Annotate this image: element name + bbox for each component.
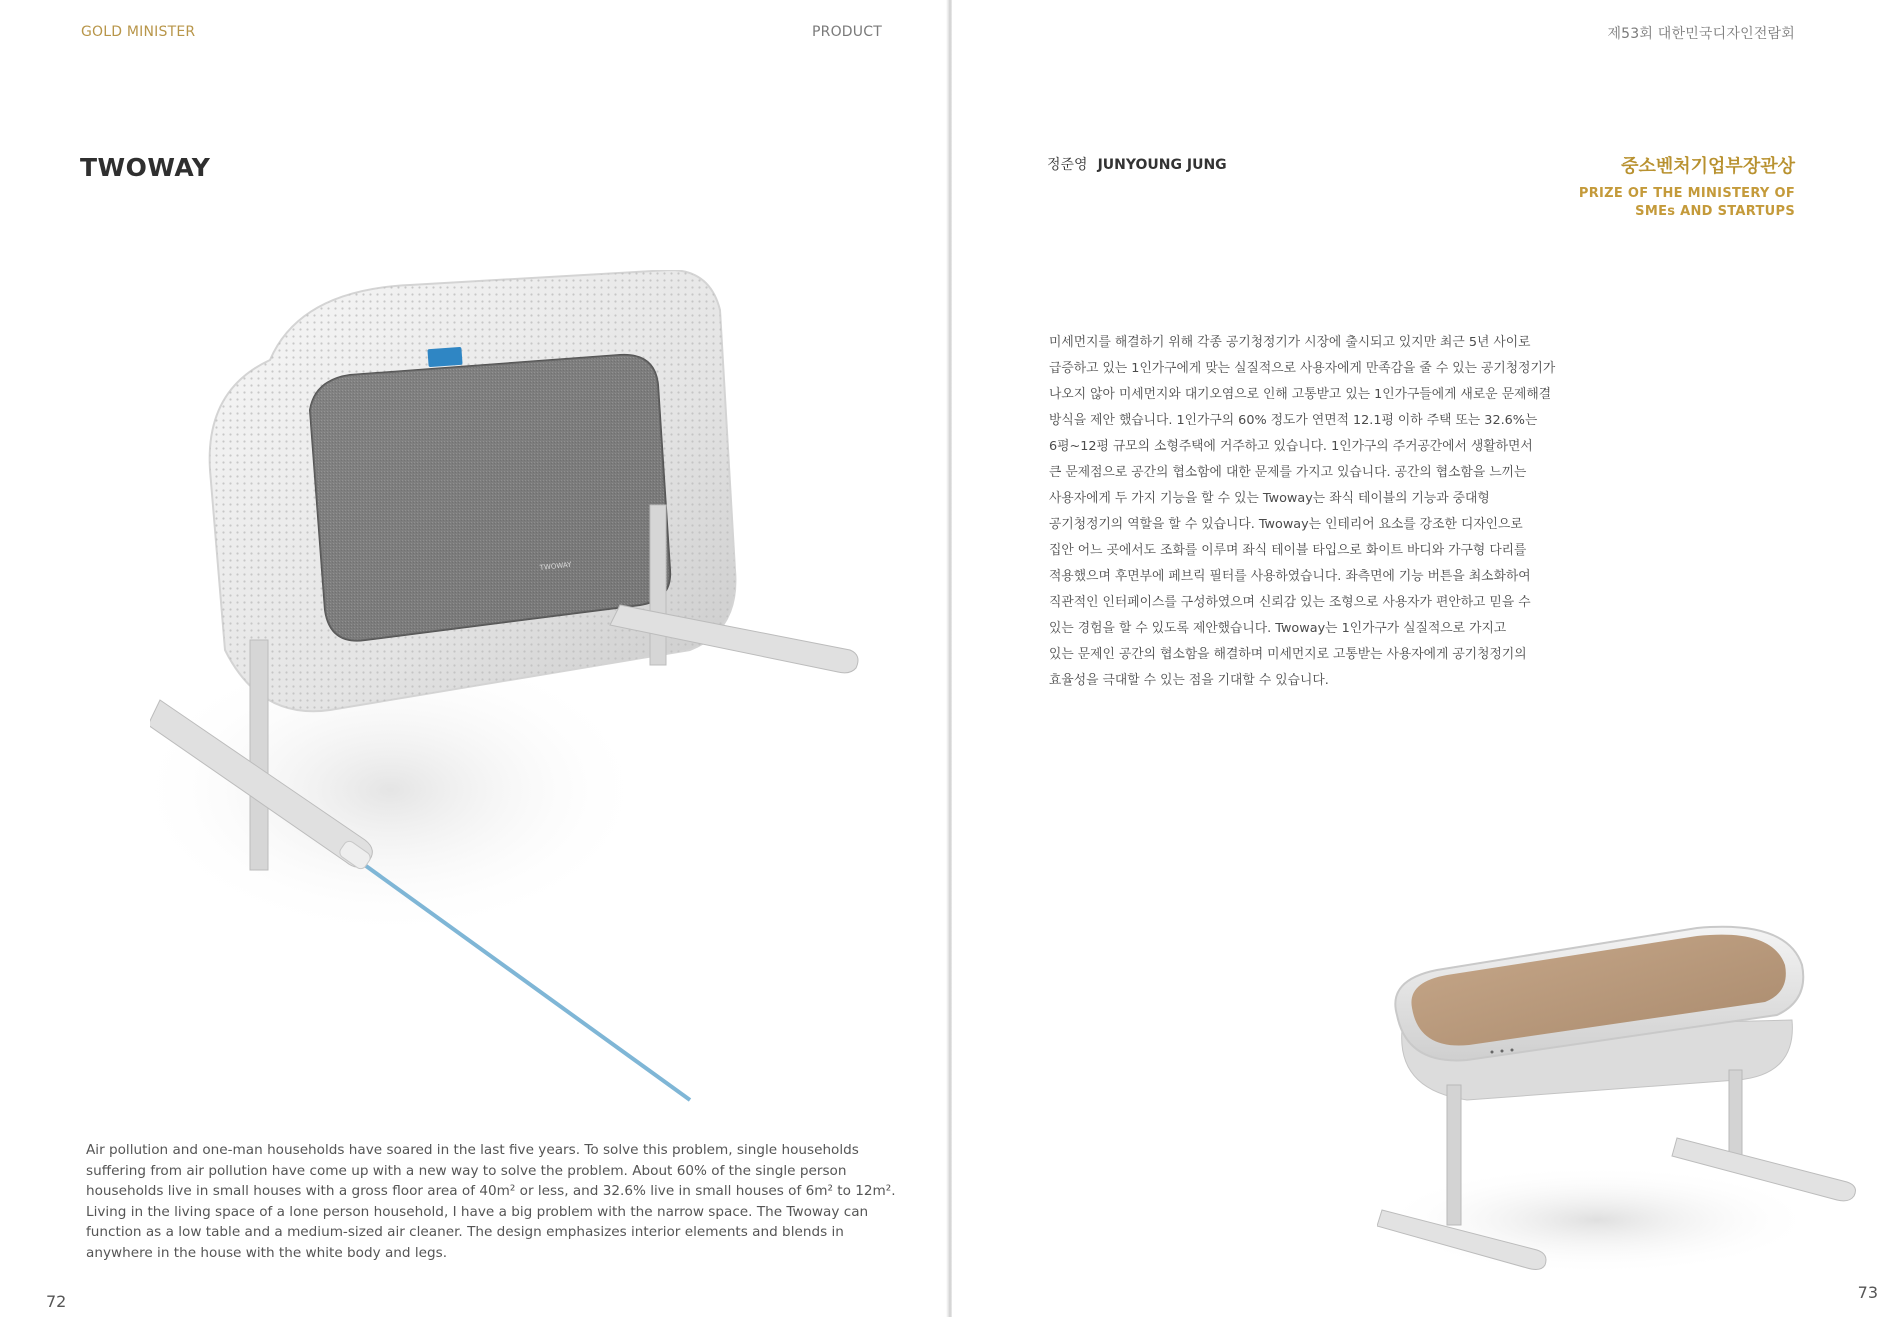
running-header-category: PRODUCT (812, 24, 882, 40)
description-line: 있는 문제인 공간의 협소함을 해결하며 미세먼지로 고통받는 사용자에게 공기청정기의 (1049, 647, 1527, 662)
left-page (0, 0, 948, 1317)
prize-en-line: SMEs AND STARTUPS (1635, 204, 1795, 219)
description-line: 직관적인 인터페이스를 구성하였으며 신뢰감 있는 조형으로 사용자가 편안하고 믿을 수 (1049, 595, 1531, 610)
product-title: TWOWAY (80, 153, 211, 182)
right-page (952, 0, 1900, 1317)
running-header-left: GOLD MINISTER (81, 24, 196, 40)
description-line: 나오지 않아 미세먼지와 대기오염으로 인해 고통받고 있는 1인가구들에게 새로운 문제해결 (1049, 387, 1552, 402)
description-line: 적용했으며 후면부에 페브릭 필터를 사용하였습니다. 좌측면에 기능 버튼을 최소화하여 (1049, 569, 1531, 584)
designer-name-ko: 정준영 (1047, 157, 1088, 173)
description-line: 큰 문제점으로 공간의 협소함에 대한 문제를 가지고 있습니다. 공간의 협소함을 느끼는 (1049, 465, 1527, 480)
description-line: 공기청정기의 역할을 할 수 있습니다. Twoway는 인테리어 요소를 강조한 디자인으로 (1049, 517, 1523, 532)
designer-name-en: JUNYOUNG JUNG (1097, 157, 1227, 173)
table-mode-photo (1377, 920, 1857, 1280)
description-line: 집안 어느 곳에서도 조화를 이루며 좌식 테이블 타입으로 화이트 바디와 가구형 다리를 (1049, 543, 1527, 558)
prize-en-line: PRIZE OF THE MINISTERY OF (1578, 186, 1795, 201)
product-description-en (86, 1140, 896, 1263)
description-line: 6평~12평 규모의 소형주택에 거주하고 있습니다. 1인가구의 주거공간에서 생활하면서 (1049, 439, 1533, 454)
description-line: 급증하고 있는 1인가구에게 맞는 실질적으로 사용자에게 만족감을 줄 수 있는 공기청정기가 (1049, 361, 1556, 376)
description-line: 있는 경험을 할 수 있도록 제안했습니다. Twoway는 1인가구가 실질적으로 가지고 (1049, 621, 1507, 636)
description-line: anywhere in the house with the white body and legs. (86, 1244, 448, 1261)
designer-credit (1047, 154, 1227, 174)
description-line: households live in small houses with a gross floor area of 40m² or less, and 32.6% live in small houses of 6m² to 12m². (86, 1183, 896, 1199)
description-line: 효율성을 극대할 수 있는 점을 기대할 수 있습니다. (1049, 673, 1329, 688)
description-line: function as a low table and a medium-sized air cleaner. The design emphasizes interior elements and blends in (86, 1224, 844, 1240)
product-description-ko (1049, 330, 1609, 694)
description-line: 사용자에게 두 가지 기능을 할 수 있는 Twoway는 좌식 테이블의 기능과 중대형 (1049, 491, 1490, 506)
page-number-left: 72 (46, 1292, 67, 1311)
running-header-exhibition: 제53회 대한민국디자인전람회 (1607, 26, 1795, 42)
description-line: suffering from air pollution have come up with a new way to solve the problem. About 60% of the single person (86, 1162, 847, 1179)
description-line: 미세먼지를 해결하기 위해 각종 공기청정기가 시장에 출시되고 있지만 최근 5년 사이로 (1049, 335, 1531, 350)
svg-text:TWOWAY: TWOWAY (539, 560, 572, 572)
air-purifier-photo (150, 270, 890, 1120)
description-line: Air pollution and one-man households have soared in the last five years. To solve this problem, single households (86, 1142, 859, 1158)
description-line: Living in the living space of a lone person household, I have a big problem with the narrow space. The Twoway can (86, 1203, 869, 1220)
prize-title-en (1579, 185, 1795, 221)
description-line: 방식을 제안 했습니다. 1인가구의 60% 정도가 연면적 12.1평 이하 주택 또는 32.6%는 (1049, 413, 1538, 428)
page-number-right: 73 (1857, 1283, 1878, 1302)
prize-title-ko: 중소벤처기업부장관상 (1621, 156, 1795, 177)
